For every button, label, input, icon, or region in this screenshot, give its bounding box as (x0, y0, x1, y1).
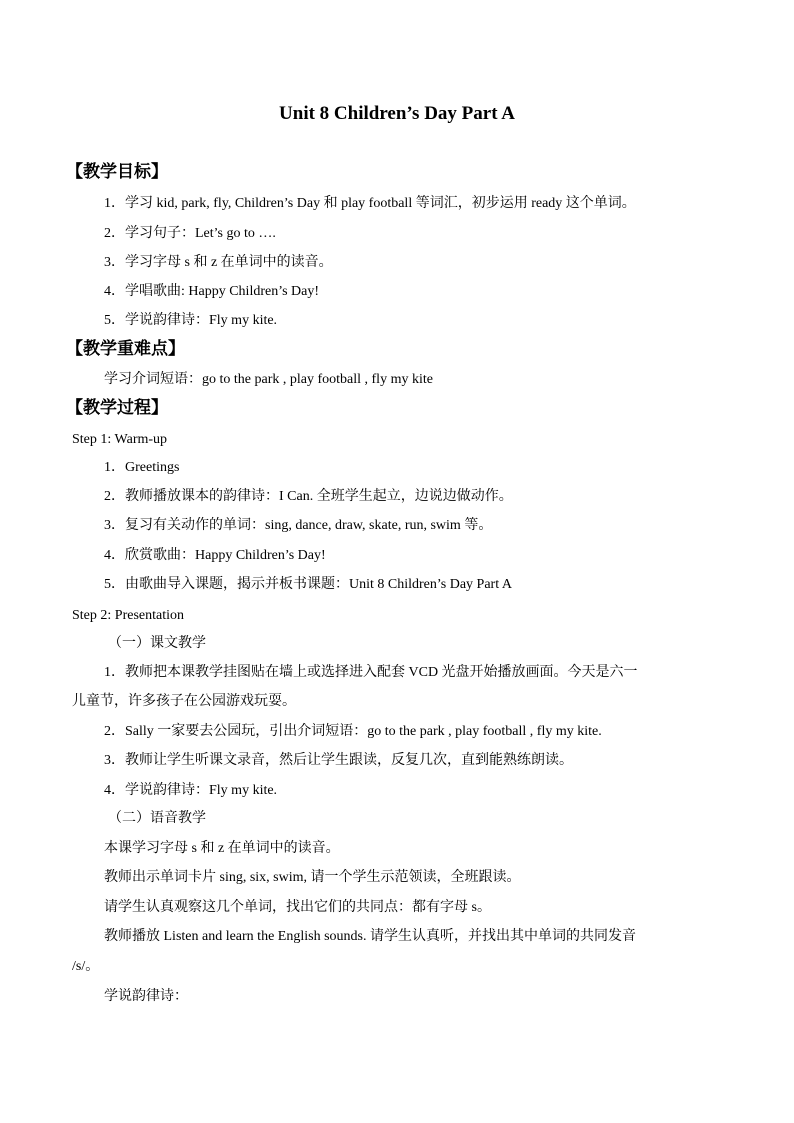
step1-item-5: 5．由歌曲导入课题，揭示并板书课题：Unit 8 Children’s Day Part A (104, 577, 512, 592)
step2-sub1-item-3: 3．教师让学生听课文录音，然后让学生跟读，反复几次，直到能熟练朗读。 (104, 753, 573, 768)
step2-sub2-heading: （二）语音教学 (108, 811, 206, 826)
objective-item-5: 5．学说韵律诗：Fly my kite. (104, 313, 278, 328)
step1-label: Step 1: Warm-up (72, 432, 168, 447)
key-points-text: 学习介词短语：go to the park , play football , fly my kite (104, 372, 433, 387)
step2-sub1-item-1-line-2: 儿童节，许多孩子在公园游戏玩耍。 (72, 694, 296, 709)
step2-label: Step 2: Presentation (72, 608, 184, 623)
objective-item-2: 2．学习句子：Let’s go to …. (104, 226, 276, 241)
key-points-heading: 【教学重难点】 (66, 339, 185, 358)
step2-sub2-line-4a: 教师播放 Listen and learn the English sounds. 请学生认真听，并找出其中单词的共同发音 (104, 929, 636, 944)
process-heading: 【教学过程】 (66, 398, 168, 417)
step2-sub2-line-2: 教师出示单词卡片 sing, six, swim, 请一个学生示范领读，全班跟读。 (104, 870, 521, 885)
objective-item-1: 1．学习 kid, park, fly, Children’s Day 和 play football 等词汇，初步运用 ready 这个单词。 (104, 196, 636, 211)
step2-sub1-heading: （一）课文教学 (108, 636, 206, 651)
step2-sub2-line-1: 本课学习字母 s 和 z 在单词中的读音。 (104, 841, 340, 856)
objectives-heading: 【教学目标】 (66, 162, 168, 181)
step1-item-1: 1．Greetings (104, 460, 180, 475)
step1-item-4: 4．欣赏歌曲：Happy Children’s Day! (104, 548, 326, 563)
step2-sub1-item-4: 4．学说韵律诗：Fly my kite. (104, 783, 278, 798)
objective-item-4: 4．学唱歌曲: Happy Children’s Day! (104, 284, 320, 299)
step1-item-3: 3．复习有关动作的单词：sing, dance, draw, skate, run, swim 等。 (104, 518, 493, 533)
step2-sub2-line-4b: /s/。 (72, 959, 100, 974)
step1-item-2: 2．教师播放课本的韵律诗：I Can. 全班学生起立，边说边做动作。 (104, 489, 513, 504)
step2-sub1-item-1-line-1: 1．教师把本课教学挂图贴在墙上或选择进入配套 VCD 光盘开始播放画面。今天是六一 (104, 665, 638, 680)
step2-sub1-item-2: 2．Sally 一家要去公园玩，引出介词短语：go to the park , play football , fly my kite. (104, 724, 602, 739)
objective-item-3: 3．学习字母 s 和 z 在单词中的读音。 (104, 255, 333, 270)
document-title: Unit 8 Children’s Day Part A (279, 103, 515, 124)
step2-sub2-line-5: 学说韵律诗： (104, 989, 188, 1004)
step2-sub2-line-3: 请学生认真观察这几个单词，找出它们的共同点：都有字母 s。 (104, 900, 491, 915)
